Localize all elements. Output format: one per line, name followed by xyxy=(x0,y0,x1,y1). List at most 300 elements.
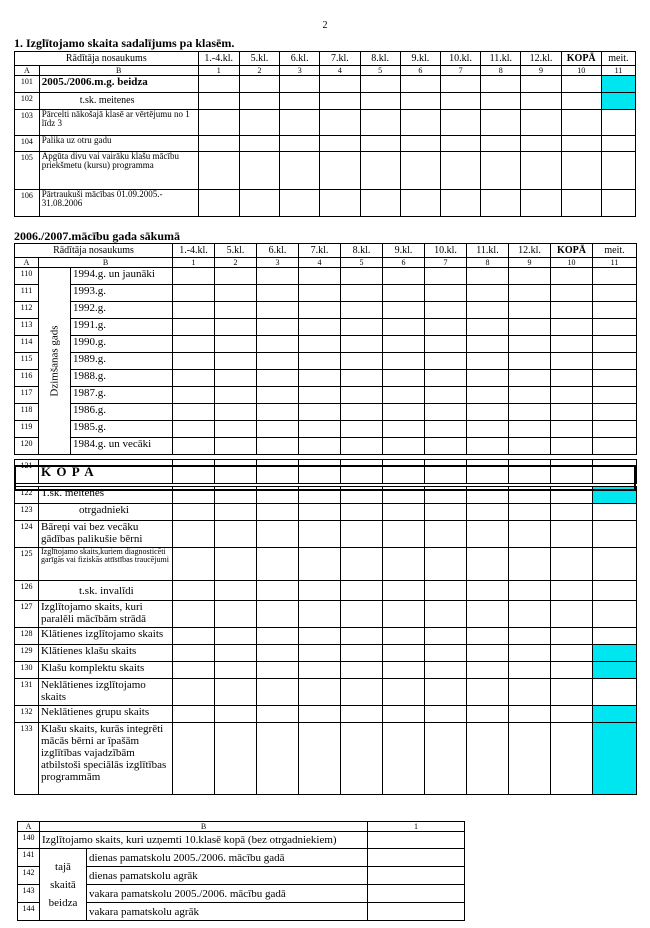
data-cell[interactable] xyxy=(551,645,593,662)
data-cell[interactable] xyxy=(400,110,440,136)
data-cell[interactable] xyxy=(198,110,239,136)
data-cell[interactable] xyxy=(257,679,299,706)
data-cell[interactable] xyxy=(509,421,551,438)
data-cell[interactable] xyxy=(425,268,467,285)
data-cell[interactable] xyxy=(440,136,480,152)
data-cell[interactable] xyxy=(551,521,593,548)
data-cell[interactable] xyxy=(481,110,521,136)
data-cell[interactable] xyxy=(215,268,257,285)
data-cell[interactable] xyxy=(400,76,440,93)
data-cell[interactable] xyxy=(215,706,257,723)
data-cell[interactable] xyxy=(360,93,400,110)
data-cell[interactable] xyxy=(509,438,551,455)
data-cell[interactable] xyxy=(383,581,425,601)
data-cell[interactable] xyxy=(467,302,509,319)
data-cell[interactable] xyxy=(280,76,320,93)
data-cell[interactable] xyxy=(383,404,425,421)
data-cell[interactable] xyxy=(425,353,467,370)
data-cell[interactable] xyxy=(257,645,299,662)
data-cell[interactable] xyxy=(425,387,467,404)
data-cell[interactable] xyxy=(257,628,299,645)
data-cell[interactable] xyxy=(299,302,341,319)
data-cell[interactable] xyxy=(467,421,509,438)
data-cell[interactable] xyxy=(551,336,593,353)
data-cell[interactable] xyxy=(521,110,561,136)
data-cell[interactable] xyxy=(551,548,593,581)
data-cell[interactable] xyxy=(383,679,425,706)
data-cell[interactable] xyxy=(467,285,509,302)
data-cell[interactable] xyxy=(368,849,465,867)
data-cell[interactable] xyxy=(593,504,637,521)
data-cell[interactable] xyxy=(561,190,601,217)
data-cell[interactable] xyxy=(593,581,637,601)
data-cell[interactable] xyxy=(561,152,601,190)
data-cell[interactable] xyxy=(425,404,467,421)
data-cell[interactable] xyxy=(215,679,257,706)
data-cell[interactable] xyxy=(509,601,551,628)
data-cell[interactable] xyxy=(593,679,637,706)
data-cell[interactable] xyxy=(257,285,299,302)
data-cell[interactable] xyxy=(383,706,425,723)
data-cell[interactable] xyxy=(173,387,215,404)
data-cell[interactable] xyxy=(400,136,440,152)
data-cell[interactable] xyxy=(481,152,521,190)
data-cell[interactable] xyxy=(215,628,257,645)
data-cell[interactable] xyxy=(239,76,279,93)
data-cell[interactable] xyxy=(360,152,400,190)
data-cell[interactable] xyxy=(341,438,383,455)
data-cell[interactable] xyxy=(320,76,360,93)
data-cell[interactable] xyxy=(551,706,593,723)
data-cell[interactable] xyxy=(509,387,551,404)
data-cell[interactable] xyxy=(601,76,635,93)
data-cell[interactable] xyxy=(341,319,383,336)
data-cell[interactable] xyxy=(551,387,593,404)
data-cell[interactable] xyxy=(425,319,467,336)
data-cell[interactable] xyxy=(257,404,299,421)
data-cell[interactable] xyxy=(593,723,637,795)
data-cell[interactable] xyxy=(383,628,425,645)
data-cell[interactable] xyxy=(299,601,341,628)
data-cell[interactable] xyxy=(341,404,383,421)
data-cell[interactable] xyxy=(299,404,341,421)
data-cell[interactable] xyxy=(215,404,257,421)
data-cell[interactable] xyxy=(521,190,561,217)
data-cell[interactable] xyxy=(257,521,299,548)
data-cell[interactable] xyxy=(257,662,299,679)
data-cell[interactable] xyxy=(509,404,551,421)
data-cell[interactable] xyxy=(239,110,279,136)
data-cell[interactable] xyxy=(383,601,425,628)
data-cell[interactable] xyxy=(320,190,360,217)
data-cell[interactable] xyxy=(173,370,215,387)
data-cell[interactable] xyxy=(551,353,593,370)
data-cell[interactable] xyxy=(593,285,637,302)
data-cell[interactable] xyxy=(257,581,299,601)
data-cell[interactable] xyxy=(257,723,299,795)
data-cell[interactable] xyxy=(257,302,299,319)
data-cell[interactable] xyxy=(299,723,341,795)
data-cell[interactable] xyxy=(341,370,383,387)
data-cell[interactable] xyxy=(425,706,467,723)
data-cell[interactable] xyxy=(601,152,635,190)
data-cell[interactable] xyxy=(383,302,425,319)
data-cell[interactable] xyxy=(198,76,239,93)
data-cell[interactable] xyxy=(173,521,215,548)
data-cell[interactable] xyxy=(215,438,257,455)
data-cell[interactable] xyxy=(215,581,257,601)
data-cell[interactable] xyxy=(383,285,425,302)
data-cell[interactable] xyxy=(299,268,341,285)
data-cell[interactable] xyxy=(551,723,593,795)
data-cell[interactable] xyxy=(425,601,467,628)
data-cell[interactable] xyxy=(383,268,425,285)
data-cell[interactable] xyxy=(198,93,239,110)
data-cell[interactable] xyxy=(551,370,593,387)
data-cell[interactable] xyxy=(593,548,637,581)
data-cell[interactable] xyxy=(173,548,215,581)
data-cell[interactable] xyxy=(467,387,509,404)
data-cell[interactable] xyxy=(561,76,601,93)
data-cell[interactable] xyxy=(215,601,257,628)
data-cell[interactable] xyxy=(173,302,215,319)
data-cell[interactable] xyxy=(425,662,467,679)
data-cell[interactable] xyxy=(467,662,509,679)
data-cell[interactable] xyxy=(215,370,257,387)
data-cell[interactable] xyxy=(467,645,509,662)
data-cell[interactable] xyxy=(467,601,509,628)
data-cell[interactable] xyxy=(440,93,480,110)
data-cell[interactable] xyxy=(299,581,341,601)
data-cell[interactable] xyxy=(173,645,215,662)
data-cell[interactable] xyxy=(601,190,635,217)
data-cell[interactable] xyxy=(425,645,467,662)
data-cell[interactable] xyxy=(383,504,425,521)
data-cell[interactable] xyxy=(521,136,561,152)
data-cell[interactable] xyxy=(561,110,601,136)
data-cell[interactable] xyxy=(383,662,425,679)
data-cell[interactable] xyxy=(521,152,561,190)
data-cell[interactable] xyxy=(280,152,320,190)
data-cell[interactable] xyxy=(320,110,360,136)
data-cell[interactable] xyxy=(215,353,257,370)
data-cell[interactable] xyxy=(215,336,257,353)
data-cell[interactable] xyxy=(215,319,257,336)
data-cell[interactable] xyxy=(341,353,383,370)
data-cell[interactable] xyxy=(509,628,551,645)
data-cell[interactable] xyxy=(509,548,551,581)
data-cell[interactable] xyxy=(299,353,341,370)
data-cell[interactable] xyxy=(601,93,635,110)
data-cell[interactable] xyxy=(215,504,257,521)
data-cell[interactable] xyxy=(341,504,383,521)
data-cell[interactable] xyxy=(593,404,637,421)
data-cell[interactable] xyxy=(215,421,257,438)
data-cell[interactable] xyxy=(425,723,467,795)
data-cell[interactable] xyxy=(509,285,551,302)
data-cell[interactable] xyxy=(425,438,467,455)
data-cell[interactable] xyxy=(551,679,593,706)
data-cell[interactable] xyxy=(299,387,341,404)
data-cell[interactable] xyxy=(425,679,467,706)
data-cell[interactable] xyxy=(299,628,341,645)
data-cell[interactable] xyxy=(593,370,637,387)
data-cell[interactable] xyxy=(467,521,509,548)
data-cell[interactable] xyxy=(601,136,635,152)
data-cell[interactable] xyxy=(383,370,425,387)
data-cell[interactable] xyxy=(551,504,593,521)
data-cell[interactable] xyxy=(467,628,509,645)
data-cell[interactable] xyxy=(368,832,465,849)
data-cell[interactable] xyxy=(593,302,637,319)
data-cell[interactable] xyxy=(239,190,279,217)
data-cell[interactable] xyxy=(257,387,299,404)
data-cell[interactable] xyxy=(257,268,299,285)
data-cell[interactable] xyxy=(280,136,320,152)
data-cell[interactable] xyxy=(593,387,637,404)
data-cell[interactable] xyxy=(551,628,593,645)
data-cell[interactable] xyxy=(299,504,341,521)
data-cell[interactable] xyxy=(299,285,341,302)
data-cell[interactable] xyxy=(341,302,383,319)
data-cell[interactable] xyxy=(360,136,400,152)
data-cell[interactable] xyxy=(360,190,400,217)
data-cell[interactable] xyxy=(341,336,383,353)
data-cell[interactable] xyxy=(173,628,215,645)
data-cell[interactable] xyxy=(467,679,509,706)
data-cell[interactable] xyxy=(320,136,360,152)
data-cell[interactable] xyxy=(593,601,637,628)
data-cell[interactable] xyxy=(551,662,593,679)
data-cell[interactable] xyxy=(551,268,593,285)
data-cell[interactable] xyxy=(467,404,509,421)
data-cell[interactable] xyxy=(280,110,320,136)
data-cell[interactable] xyxy=(383,387,425,404)
data-cell[interactable] xyxy=(509,504,551,521)
data-cell[interactable] xyxy=(467,370,509,387)
data-cell[interactable] xyxy=(299,370,341,387)
data-cell[interactable] xyxy=(320,93,360,110)
data-cell[interactable] xyxy=(481,93,521,110)
data-cell[interactable] xyxy=(425,285,467,302)
data-cell[interactable] xyxy=(341,521,383,548)
data-cell[interactable] xyxy=(383,548,425,581)
data-cell[interactable] xyxy=(509,662,551,679)
data-cell[interactable] xyxy=(383,645,425,662)
data-cell[interactable] xyxy=(593,645,637,662)
data-cell[interactable] xyxy=(257,548,299,581)
data-cell[interactable] xyxy=(239,136,279,152)
data-cell[interactable] xyxy=(299,319,341,336)
data-cell[interactable] xyxy=(383,723,425,795)
data-cell[interactable] xyxy=(467,268,509,285)
data-cell[interactable] xyxy=(280,93,320,110)
data-cell[interactable] xyxy=(299,438,341,455)
data-cell[interactable] xyxy=(467,706,509,723)
data-cell[interactable] xyxy=(341,285,383,302)
data-cell[interactable] xyxy=(173,504,215,521)
data-cell[interactable] xyxy=(173,706,215,723)
data-cell[interactable] xyxy=(383,353,425,370)
data-cell[interactable] xyxy=(299,336,341,353)
data-cell[interactable] xyxy=(341,679,383,706)
data-cell[interactable] xyxy=(400,93,440,110)
data-cell[interactable] xyxy=(551,438,593,455)
data-cell[interactable] xyxy=(173,421,215,438)
data-cell[interactable] xyxy=(173,723,215,795)
data-cell[interactable] xyxy=(551,601,593,628)
data-cell[interactable] xyxy=(440,76,480,93)
data-cell[interactable] xyxy=(561,93,601,110)
data-cell[interactable] xyxy=(383,336,425,353)
data-cell[interactable] xyxy=(551,404,593,421)
data-cell[interactable] xyxy=(509,370,551,387)
data-cell[interactable] xyxy=(341,421,383,438)
data-cell[interactable] xyxy=(341,645,383,662)
data-cell[interactable] xyxy=(467,336,509,353)
data-cell[interactable] xyxy=(551,319,593,336)
data-cell[interactable] xyxy=(173,662,215,679)
data-cell[interactable] xyxy=(425,370,467,387)
data-cell[interactable] xyxy=(257,336,299,353)
data-cell[interactable] xyxy=(593,319,637,336)
data-cell[interactable] xyxy=(509,723,551,795)
data-cell[interactable] xyxy=(368,867,465,885)
data-cell[interactable] xyxy=(551,302,593,319)
data-cell[interactable] xyxy=(440,152,480,190)
data-cell[interactable] xyxy=(509,353,551,370)
data-cell[interactable] xyxy=(215,285,257,302)
data-cell[interactable] xyxy=(467,438,509,455)
data-cell[interactable] xyxy=(481,76,521,93)
data-cell[interactable] xyxy=(383,319,425,336)
data-cell[interactable] xyxy=(593,336,637,353)
data-cell[interactable] xyxy=(425,548,467,581)
data-cell[interactable] xyxy=(440,110,480,136)
data-cell[interactable] xyxy=(509,268,551,285)
data-cell[interactable] xyxy=(368,903,465,921)
data-cell[interactable] xyxy=(467,353,509,370)
data-cell[interactable] xyxy=(509,336,551,353)
data-cell[interactable] xyxy=(368,885,465,903)
data-cell[interactable] xyxy=(593,628,637,645)
data-cell[interactable] xyxy=(425,504,467,521)
data-cell[interactable] xyxy=(521,76,561,93)
data-cell[interactable] xyxy=(257,319,299,336)
data-cell[interactable] xyxy=(280,190,320,217)
data-cell[interactable] xyxy=(467,723,509,795)
data-cell[interactable] xyxy=(425,581,467,601)
data-cell[interactable] xyxy=(360,110,400,136)
data-cell[interactable] xyxy=(341,628,383,645)
data-cell[interactable] xyxy=(173,601,215,628)
data-cell[interactable] xyxy=(341,581,383,601)
data-cell[interactable] xyxy=(509,706,551,723)
data-cell[interactable] xyxy=(257,353,299,370)
data-cell[interactable] xyxy=(509,645,551,662)
data-cell[interactable] xyxy=(383,521,425,548)
data-cell[interactable] xyxy=(425,521,467,548)
data-cell[interactable] xyxy=(239,93,279,110)
data-cell[interactable] xyxy=(341,387,383,404)
data-cell[interactable] xyxy=(215,548,257,581)
data-cell[interactable] xyxy=(299,662,341,679)
data-cell[interactable] xyxy=(215,662,257,679)
data-cell[interactable] xyxy=(593,521,637,548)
data-cell[interactable] xyxy=(299,421,341,438)
data-cell[interactable] xyxy=(509,302,551,319)
data-cell[interactable] xyxy=(593,706,637,723)
data-cell[interactable] xyxy=(173,404,215,421)
data-cell[interactable] xyxy=(320,152,360,190)
data-cell[interactable] xyxy=(173,353,215,370)
data-cell[interactable] xyxy=(341,662,383,679)
data-cell[interactable] xyxy=(341,548,383,581)
data-cell[interactable] xyxy=(257,421,299,438)
data-cell[interactable] xyxy=(481,136,521,152)
data-cell[interactable] xyxy=(198,152,239,190)
data-cell[interactable] xyxy=(299,706,341,723)
data-cell[interactable] xyxy=(400,190,440,217)
data-cell[interactable] xyxy=(593,268,637,285)
data-cell[interactable] xyxy=(400,152,440,190)
data-cell[interactable] xyxy=(341,723,383,795)
data-cell[interactable] xyxy=(593,438,637,455)
data-cell[interactable] xyxy=(481,190,521,217)
data-cell[interactable] xyxy=(299,548,341,581)
data-cell[interactable] xyxy=(341,268,383,285)
data-cell[interactable] xyxy=(593,421,637,438)
data-cell[interactable] xyxy=(467,319,509,336)
data-cell[interactable] xyxy=(215,387,257,404)
data-cell[interactable] xyxy=(521,93,561,110)
data-cell[interactable] xyxy=(299,679,341,706)
data-cell[interactable] xyxy=(173,581,215,601)
data-cell[interactable] xyxy=(198,190,239,217)
data-cell[interactable] xyxy=(561,136,601,152)
data-cell[interactable] xyxy=(509,319,551,336)
data-cell[interactable] xyxy=(173,336,215,353)
data-cell[interactable] xyxy=(257,706,299,723)
data-cell[interactable] xyxy=(257,601,299,628)
data-cell[interactable] xyxy=(425,421,467,438)
data-cell[interactable] xyxy=(551,421,593,438)
data-cell[interactable] xyxy=(467,504,509,521)
data-cell[interactable] xyxy=(257,504,299,521)
data-cell[interactable] xyxy=(299,645,341,662)
data-cell[interactable] xyxy=(509,679,551,706)
data-cell[interactable] xyxy=(173,679,215,706)
data-cell[interactable] xyxy=(425,302,467,319)
data-cell[interactable] xyxy=(198,136,239,152)
data-cell[interactable] xyxy=(383,421,425,438)
data-cell[interactable] xyxy=(593,662,637,679)
data-cell[interactable] xyxy=(173,438,215,455)
data-cell[interactable] xyxy=(601,110,635,136)
data-cell[interactable] xyxy=(257,438,299,455)
data-cell[interactable] xyxy=(341,706,383,723)
data-cell[interactable] xyxy=(173,285,215,302)
data-cell[interactable] xyxy=(551,285,593,302)
data-cell[interactable] xyxy=(383,438,425,455)
data-cell[interactable] xyxy=(551,581,593,601)
data-cell[interactable] xyxy=(299,521,341,548)
data-cell[interactable] xyxy=(257,370,299,387)
data-cell[interactable] xyxy=(215,302,257,319)
data-cell[interactable] xyxy=(467,548,509,581)
data-cell[interactable] xyxy=(215,723,257,795)
data-cell[interactable] xyxy=(425,628,467,645)
